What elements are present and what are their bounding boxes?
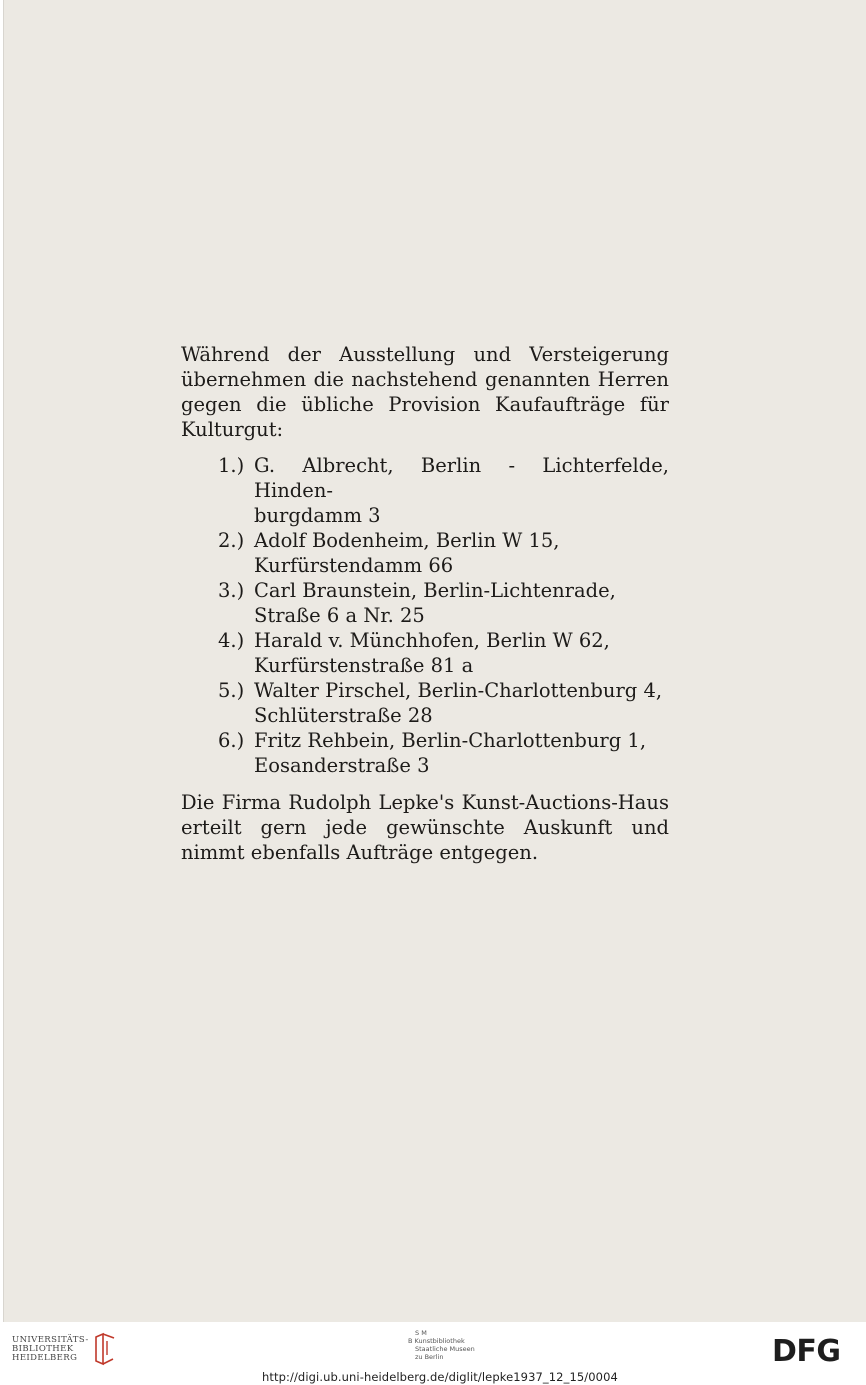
provenance-stamp	[408, 1329, 475, 1361]
item-number: 3.)	[218, 579, 245, 602]
dfg-logo[interactable]: DFG	[772, 1334, 841, 1369]
library-name-line: BIBLIOTHEK	[12, 1343, 74, 1354]
item-text: Fritz Rehbein, Berlin-Charlottenburg 1,	[254, 729, 647, 752]
library-name	[12, 1336, 89, 1363]
stamp-line: B Kunstbibliothek	[408, 1337, 465, 1345]
list-item	[181, 453, 669, 528]
closing-paragraph: Die Firma Rudolph Lepke's Kunst-Auctions-Haus erteilt gern jede gewünschte Auskunft und nimmt ebenfalls Aufträge entgegen.	[181, 791, 669, 864]
agent-list	[181, 453, 669, 778]
item-number: 4.)	[218, 629, 245, 652]
library-mark-icon	[93, 1331, 117, 1367]
item-number: 1.)	[218, 454, 245, 477]
list-item	[181, 578, 669, 628]
item-text-continued: Kurfürstendamm 66	[254, 554, 454, 577]
list-item	[181, 528, 669, 578]
item-text-continued: Straße 6 a Nr. 25	[254, 604, 425, 627]
viewer-footer	[0, 1322, 866, 1385]
list-item	[181, 728, 669, 778]
item-number: 5.)	[218, 679, 245, 702]
library-logo[interactable]	[12, 1331, 117, 1367]
permalink-url[interactable]: http://digi.ub.uni-heidelberg.de/diglit/lepke1937_12_15/0004	[262, 1370, 618, 1384]
item-text-continued: Kurfürstenstraße 81 a	[254, 654, 474, 677]
item-number: 2.)	[218, 529, 245, 552]
item-text: Carl Braunstein, Berlin-Lichtenrade,	[254, 579, 616, 602]
list-item	[181, 628, 669, 678]
item-text-continued: burgdamm 3	[254, 504, 381, 527]
scanned-page	[3, 0, 866, 1322]
intro-paragraph: Während der Ausstellung und Versteigerung übernehmen die nachstehend genannten Herren gegen die übliche Provision Kaufaufträge für Kulturgut:	[181, 343, 669, 441]
item-text: Adolf Bodenheim, Berlin W 15,	[254, 529, 560, 552]
stamp-line: zu Berlin	[415, 1353, 444, 1361]
library-name-line: UNIVERSITÄTS-	[12, 1334, 89, 1345]
library-name-line: HEIDELBERG	[12, 1352, 78, 1363]
list-item	[181, 678, 669, 728]
text-block	[181, 342, 669, 865]
item-text-continued: Schlüterstraße 28	[254, 704, 433, 727]
item-number: 6.)	[218, 729, 245, 752]
item-text: Walter Pirschel, Berlin-Charlottenburg 4,	[254, 679, 663, 702]
item-text: Harald v. Münchhofen, Berlin W 62,	[254, 629, 610, 652]
item-text-continued: Eosanderstraße 3	[254, 754, 430, 777]
stamp-line: S M	[415, 1329, 427, 1337]
stamp-line: Staatliche Museen	[415, 1345, 475, 1353]
item-text: G. Albrecht, Berlin - Lichterfelde, Hinden-	[254, 454, 669, 502]
